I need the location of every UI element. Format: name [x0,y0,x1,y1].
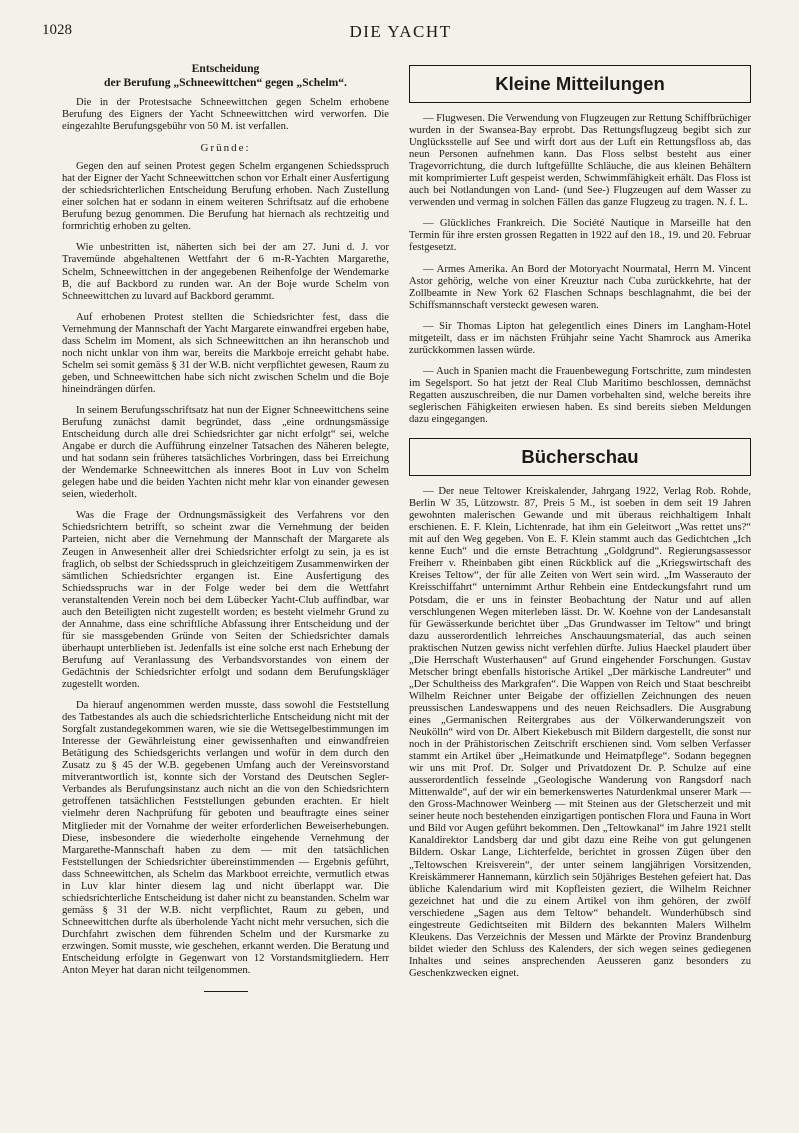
left-column [62,62,389,992]
page-number: 1028 [42,22,72,38]
heading-kleine-mitteilungen: Kleine Mitteilungen [409,65,751,103]
article-title-line-1: Entscheidung [191,62,260,75]
article-paragraph: Wie unbestritten ist, näherten sich bei der am 27. Juni d. J. vor Travemünde abgehaltenen Wettfahrt der 6 m-R-Yachten Margarethe, Schelm, Schneewittchen in der angegebenen Reihenfolge der Wendemarke B, die auf Backbord zu runden war. An der Boje wurde Schelm von Schneewittchen zu luvard auf Backbord gerammt. [62,242,389,302]
right-column [409,62,751,989]
article-paragraph: Da hierauf angenommen werden musste, dass sowohl die Feststellung des Tatbestandes als auch die schiedsrichterliche Entscheidung nicht mit der Sorgfalt zustandegekommen waren, wie sie die Wettsegelbestimmungen im Interesse der Gewährleistung einer gewissenhaften und einwandfreien Betätigung des Schiedsgerichts verlangen und wofür in dem durch den Zusatz zu § 45 der W.B. gegebenen Umfang auch der Vereinsvorstand mitverantwortlich ist, konnte sich der Vorstand des Deutschen Segler-Verbandes als Berufungsinstanz auch nicht an die von den Schiedsrichtern getroffenen tatsächlichen Feststellungen gebunden erachten. Er hielt vielmehr deren Nachprüfung für geboten und beauftragte eines seiner Mitglieder mit der Vornahme der weiter erforderlichen Beweiserhebungen. Diese, insbesondere die wiederholte eingehende Vernehmung der Margarethe-Mannschaft haben zu dem — mit den tatsächlichen Feststellungen der Schiedsrichter übereinstimmenden — Ergebnis geführt, dass Schneewittchen, als Schelm das Markboot erreichte, vermutlich etwas in Luv klar hinter diesem lag und nicht überlappt war. Die schiedsrichterliche Entscheidung ist daher nicht zu beanstanden. Schelm war gemäss § 31 der W.B. nicht verpflichtet, Raum zu geben, und Schneewittchen durfte als überholende Yacht nicht mehr versuchen, sich die Durchfahrt zwischen dem führenden Schelm und der Kursmarke zu erzwingen. Somit musste, wie geschehen, erkannt werden. Die Beratung und Entscheidung erfolgte in Gegenwart von 12 Vorstandsmitgliedern. Herr Anton Meyer hat daran nicht teilgenommen. [62,700,389,977]
section-heading-gruende: Gründe: [200,142,251,155]
article-title [62,62,389,90]
intro-paragraph: Die in der Protestsache Schneewittchen gegen Schelm erhobene Berufung des Eigners der Yacht Schneewittchen wird verworfen. Die eingezahlte Berufungsgebühr von 50 M. ist verfallen. [62,97,389,133]
journal-title: DIE YACHT [349,22,452,41]
news-item: — Auch in Spanien macht die Frauenbewegung Fortschritte, zum mindesten im Segelsport. So hat jetzt der Real Club Maritimo beschlossen, demnächst Regatten auszuschreiben, die nur Damen vorbehalten sind, welche bereits ihre seglerischen Fähigkeiten erwiesen haben. Es sind bereits sieben Meldungen dazu eingegangen. [409,365,751,426]
page-header [42,22,759,44]
article-title-line-2: der Berufung „Schneewittchen“ gegen „Schelm“. [104,76,347,89]
article-paragraph: Auf erhobenen Protest stellten die Schiedsrichter fest, dass die Vernehmung der Mannschaft der Yacht Margarete einwandfrei ergeben habe, dass Schelm im Moment, als sich Schneewittchen an ihn heranschob und noch nicht unklar von ihm war, bereits die Markboje erreicht gehabt habe. Schelm sei somit gemäss § 31 der W.B. nicht verpflichtet gewesen, Raum zu geben, und Schneewittchen habe sich nicht zwischen Schelm und die Boje hineindrängen dürfen. [62,311,389,395]
article-paragraph: In seinem Berufungsschriftsatz hat nun der Eigner Schneewittchens seine Berufung zunächst damit begründet, dass „eine ordnungsmässige Entscheidung durch alle drei Schiedsrichter gar nicht erfolgt“ sei, welche Angabe er durch die Aufführung einzelner Tatsachen des Näheren belegte, und hat sodann sein früheres tatsächliches Vorbringen, dass bei Erreichung der Wendemarke Schneewittchen als inneres Boot in Luv von Schelm gelegen habe und die beiden Yachten nicht mehr klar von einander gewesen seien, wiederholt. [62,404,389,501]
end-rule [204,991,248,992]
article-paragraph: Gegen den auf seinen Protest gegen Schelm ergangenen Schiedsspruch hat der Eigner der Yacht Schneewittchen schon vor Erhalt einer Ausfertigung der schiedsrichterlichen Entscheidung Berufung erhoben. Nach Zustellung einer solchen hat er sodann in einem weiteren Schriftsatz auf die erhobene Berufung bezug genommen. Die Berufung hat hiernach als rechtzeitig und formrichtig erhoben zu gelten. [62,161,389,233]
news-item: — Glückliches Frankreich. Die Société Nautique in Marseille hat den Termin für ihre ersten grossen Regatten in 1922 auf den 18., 19. und 20. Februar festgesetzt. [409,218,751,254]
news-item: — Sir Thomas Lipton hat gelegentlich eines Diners im Langham-Hotel mitgeteilt, dass er im nächsten Frühjahr seine Yacht Shamrock aus Amerika zurückkommen lassen würde. [409,320,751,356]
book-review-paragraph: — Der neue Teltower Kreiskalender, Jahrgang 1922, Verlag Rob. Rohde, Berlin W 35, Lützowstr. 87, Preis 5 M., ist soeben in dem seit 19 Jahren gewohnten malerischen Gewande und mit überaus reichhaltigem Inhalt erschienen. E. F. Klein, Lichtenrade, hat ihm ein Geleitwort „Was rettet uns?“ mit auf den Weg gegeben. Von E. F. Klein stammt auch das Gedichtchen „Ich kenne Euch“ und die ernste Betrachtung „Goldgrund“. Regierungsassessor Freiherr v. Rheinbaben gibt einen Rückblick auf die „Kriegswirtschaft des Kreises Teltow“, der für alle Zeiten von Wert sein wird. „Im Wasserauto der Kreisschiffahrt“ unternimmt Arthur Rehbein eine Entdeckungsfahrt rund um Potsdam, die er uns in feinster Beobachtung der Natur und auf allen verschlungenen Wegen miterleben lässt. Dr. W. Koehne von der Landesanstalt für Gewässerkunde berichtet über „Das Grundwasser im Teltow“ und bringt dazu ausserordentlich lehrreiches Anschauungsmaterial, das auch seinen praktischen Nutzen gewiss nicht verfehlen dürfte. Julius Haeckel plaudert über „Die Herrschaft Wusterhausen“ auf Grund eingehender Forschungen. Gustav Metscher bringt ebenfalls historische Artikel „Der märkische Landreuter“ und „Der Schultheiss des Markgrafen“. Die Wappen von Reich und Staat beschreibt Wilhelm Reichner unter Beigabe der offiziellen Zeichnungen des neuen preussischen Landeswappens und des neuen Reichsadlers. Die Ausgrabung eines „Germanischen Reitergrabes aus der Völkerwanderungszeit von Neukölln“ wird von Dr. Albert Kiekebusch mit Bildern dargestellt, die sonst nur noch in der Prähistorischen Zeitschrift erschienen sind. Vom selben Verfasser stammt ein Artikel über „Heimatkunde und Heimatpflege“. Sodann begegnen wir uns mit Prof. Dr. Solger und Privatdozent Dr. P. Schulze auf eine ausserordentlich fesselnde „Geologische Wanderung von Rangsdorf nach Mittenwalde“, auf der wir ein bemerkenswertes Naturdenkmal unserer Mark — den Gross-Machnower Weinberg — mit Steinen aus der Gletscherzeit und mit seiner heute noch bestehenden einzigartigen pontischen Flora und Fauna in Wort und Bild vor Augen geführt bekommen. Den „Teltowkanal“ im Jahre 1921 stellt Kanaldirektor Landsberg dar und gibt dazu eine Reihe von gut gelungenen Bildern. Oskar Lange, Lichterfelde, berichtet in grossen Zügen über den „Teltowschen Kreisverein“, der unter seinem langjährigen Vorsitzenden, Kreiskämmerer Hannemann, kürzlich sein 50jähriges Bestehen gefeiert hat. Das übliche Kalendarium wird mit Kopfleisten geziert, die Wilhelm Reichner gezeichnet hat und die zu einem Artikel von ihm gehören, der zwölf verschiedene „Sagen aus dem Teltow“ behandelt. Wunderhübsch sind eingestreute Gedichtseiten mit Bildern des bekannten Malers Wilhelm Kleukens. Das Verzeichnis der Messen und Märkte der Provinz Brandenburg bildet wieder den Schluss des Kalenders, der sich wegen seines gediegenen Inhaltes und seines ansprechenden Aeusseren ganz besonders zu Geschenkzwecken eignet. [409,486,751,979]
news-item: — Armes Amerika. An Bord der Motoryacht Nourmatal, Herrn M. Vincent Astor gehörig, welche von einer Kreuztur nach Cuba zurückkehrte, hat der Zollbeamte in New York 62 Flaschen Schnaps beschlagnahmt, die bei der Schiffsmannschaft versteckt gewesen waren. [409,263,751,311]
article-paragraph: Was die Frage der Ordnungsmässigkeit des Verfahrens vor den Schiedsrichtern betrifft, so scheint zwar die Vernehmung der beiden Parteien, nicht aber die Vernehmung der Mannschaft der Margarete als Zeugen in Anwesenheit aller drei Schiedsrichter erfolgt zu sein, ja es ist fraglich, ob selbst der Schiedsspruch in gleichzeitigem Zusammenwirken der sämtlichen Schiedsrichter ergangen ist. Eine Ausfertigung des Schiedsspruchs war in der Folge weder bei dem die Wettfahrt veranstaltenden Verein noch bei dem Lübecker Yacht-Club auffindbar, war auch den Beteiligten nicht zugestellt worden; es besteht vielmehr Grund zu der Annahme, dass eine schriftliche Abfassung ihrer Entscheidung und der für sie massgebenden Gründe von Seiten der Schiedsrichter damals überhaupt unterblieben ist. Jedenfalls ist eine solche erst nach Erhebung der Berufung auf Veranlassung des Verbandsvorstandes von einem der Gedächtnis der Schiedsrichter erfolgt und sodann dem Berufungskläger zugestellt worden. [62,510,389,691]
news-item: — Flugwesen. Die Verwendung von Flugzeugen zur Rettung Schiffbrüchiger wurden in der Swansea-Bay erprobt. Das Rettungsflugzeug begibt sich zur Unglücksstelle auf See und wirft dort aus der Luft ein Rettungsfloss ab, das neun Personen aufnehmen kann. Das Floss selbst besteht aus einer Tragevorrichtung, die durch luftgefüllte Schläuche, die aus kleinen Behältern mit komprimierter Luft gespeist werden, Schwimmfähigkeit erhält. Das Floss ist auch bei Notlandungen von Land- (und See-) Flugzeugen auf dem Wasser zu verwenden und vermag in solchen Fällen das ganze Flugzeug zu tragen. N. f. L. [409,113,751,209]
heading-buecherschau: Bücherschau [409,438,751,476]
